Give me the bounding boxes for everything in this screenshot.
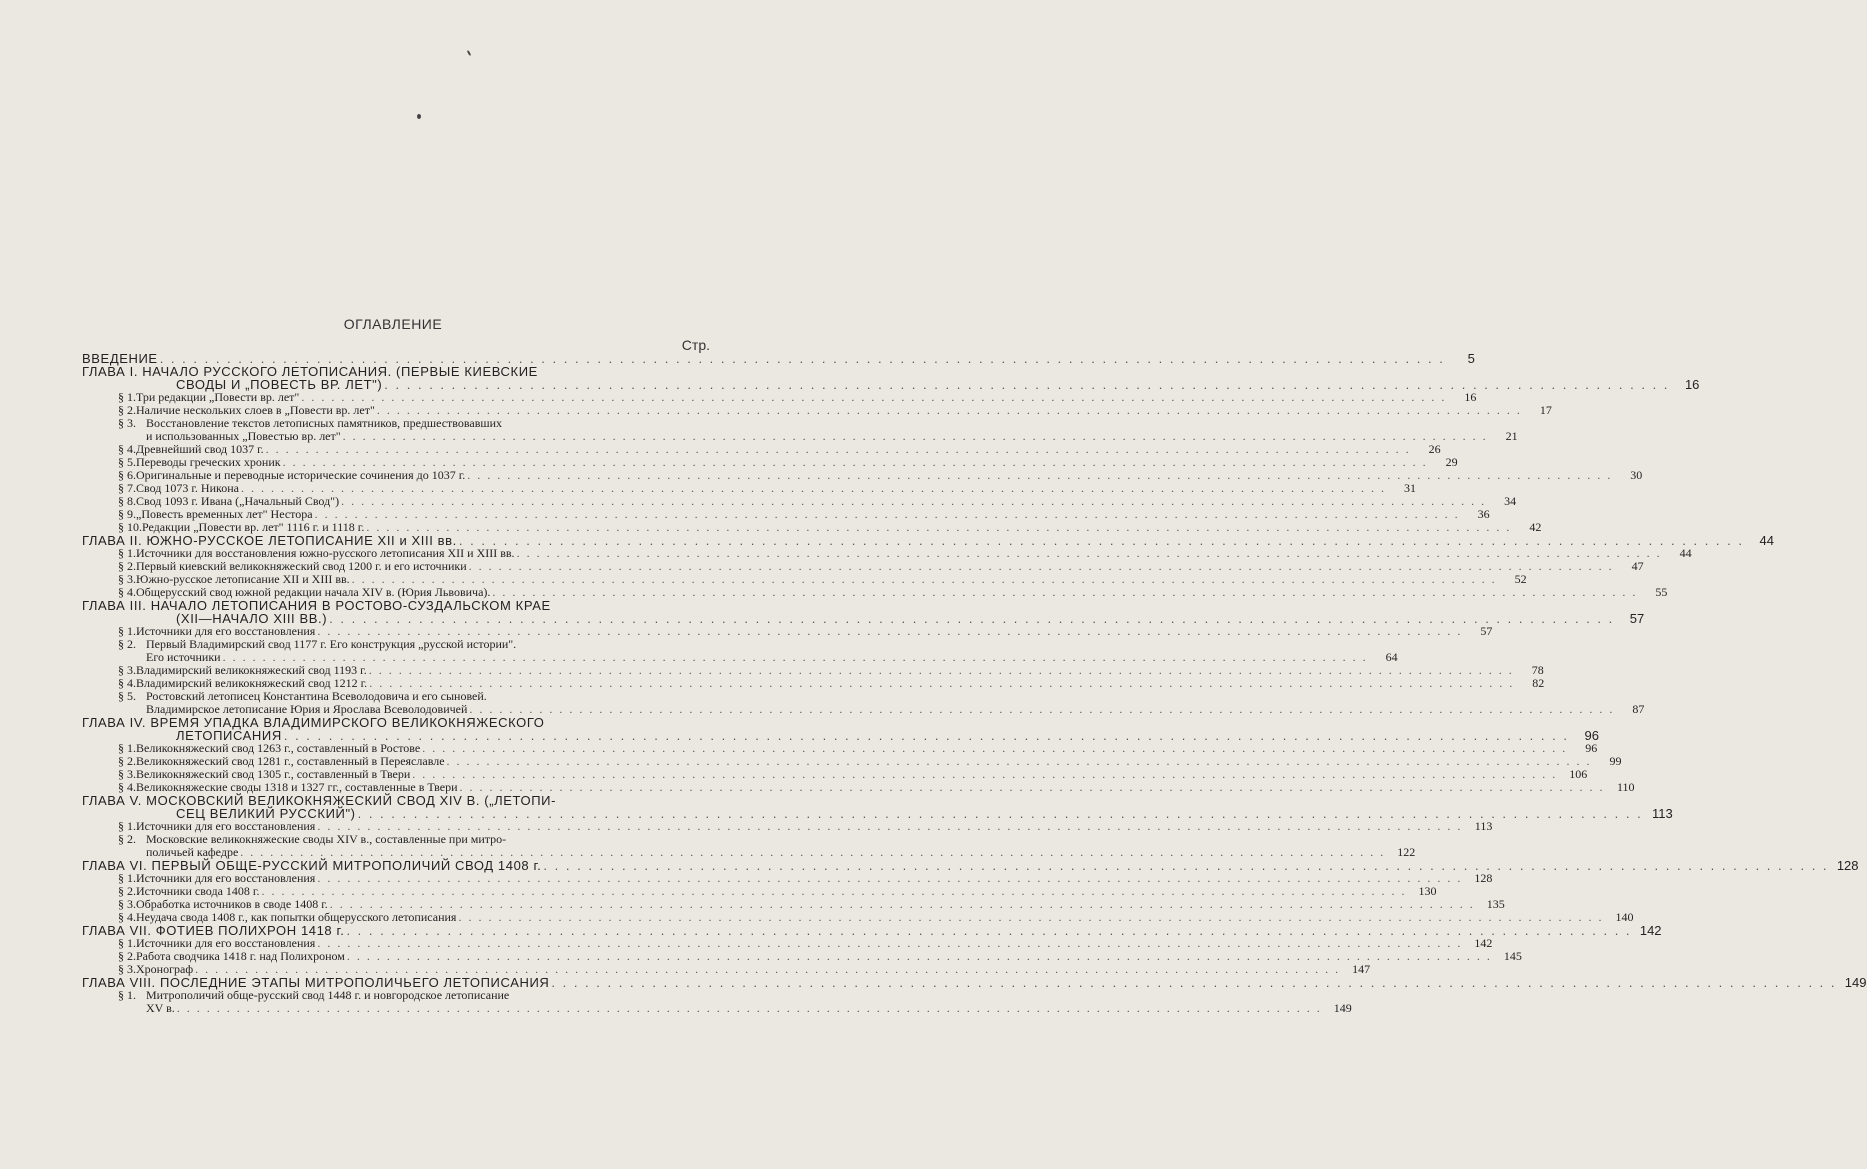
entry-title: Великокняжеские своды 1318 и 1327 гг., составленные в Твери [136,780,458,794]
entry-title: ГЛАВА V. МОСКОВСКИЙ ВЕЛИКОКНЯЖЕСКИЙ СВОД XIV В. („ЛЕТОПИ- [82,793,557,808]
page-number: 64 [1385,650,1398,664]
entry-title: (XII—НАЧАЛО XIII ВВ.) [176,611,328,626]
section-number: § 1. [118,741,136,755]
entry-title: Хронограф [136,962,194,976]
toc-title: ОГЛАВЛЕНИЕ [343,316,443,332]
entry-title: Общерусский свод южной редакции начала XIV в. (Юрия Львовича). [136,585,491,599]
section-number: § 6. [118,468,136,482]
entry-title: ГЛАВА VIII. ПОСЛЕДНИЕ ЭТАПЫ МИТРОПОЛИЧЬЕГО ЛЕТОПИСАНИЯ [82,975,550,990]
section-number: § 3. [118,767,136,781]
section-number: § 1. [118,936,136,950]
section-number: § 3. [118,962,136,976]
entry-title: ЛЕТОПИСАНИЯ [176,728,282,743]
section-number: § 5. [118,689,136,703]
page-number: 17 [1539,403,1552,417]
section-number: § 2. [118,832,136,846]
dot-leader [177,1002,1322,1015]
page-number: 128 [1474,871,1493,885]
entry-title: Источники для восстановления южно-русского летописания XII и XIII вв. [136,546,515,560]
entry-title: и использованных „Повестью вр. лет" [146,429,341,443]
page-number: 55 [1655,585,1668,599]
page-number: 135 [1486,897,1505,911]
section-number: § 1. [118,871,136,885]
entry-title: ГЛАВА III. НАЧАЛО ЛЕТОПИСАНИЯ В РОСТОВО-СУЗДАЛЬСКОМ КРАЕ [82,598,551,613]
entry-title: Владимирское летописание Юрия и Ярослава Всеволодовичей [146,702,468,716]
entry-title: Московские великокняжеские своды XIV в., составленные при митро- [146,832,507,846]
entry-title: Свод 1073 г. Никона [136,481,239,495]
page-number: 44 [1759,533,1774,548]
section-number: § 3. [118,572,136,586]
entry-title: Редакции „Повести вр. лет" 1116 г. и 1118 г. [142,520,365,534]
entry-title: Великокняжеский свод 1281 г., составленный в Переяславле [136,754,445,768]
section-number: § 3. [118,663,136,677]
section-number: § 4. [118,442,136,456]
entry-title: Восстановление текстов летописных памятников, предшествовавших [146,416,503,430]
section-number: § 3. [118,897,136,911]
page-number: 29 [1445,455,1458,469]
entry-title: СВОДЫ И „ПОВЕСТЬ ВР. ЛЕТ") [176,377,383,392]
section-number: § 1. [118,546,136,560]
entry-title: ГЛАВА IV. ВРЕМЯ УПАДКА ВЛАДИМИРСКОГО ВЕЛИКОКНЯЖЕСКОГО [82,715,545,730]
entry-title: Южно-русское летописание XII и XIII вв. [136,572,350,586]
entry-title: Работа сводчика 1418 г. над Полихроном [136,949,345,963]
section-number: § 4. [118,910,136,924]
entry-title: Неудача свода 1408 г., как попытки общерусского летописания [136,910,457,924]
section-number: § 10. [118,520,142,534]
entry-title: Владимирский великокняжеский свод 1212 г. [136,676,368,690]
section-number: § 2. [118,884,136,898]
page-number: 36 [1477,507,1490,521]
section-number: § 9. [118,507,136,521]
section-number: § 2. [118,559,136,573]
toc-section-continuation [146,1001,1352,1015]
entry-title: ВВЕДЕНИЕ [82,351,158,366]
page-number: 113 [1474,819,1493,833]
entry-title: Первый киевский великокняжеский свод 1200 г. и его источники [136,559,467,573]
entry-title: Переводы греческих хроник [136,455,281,469]
page-number: 96 [1585,741,1598,755]
print-speck [417,114,421,119]
page-number: 147 [1352,962,1371,976]
page-number: 57 [1629,611,1645,626]
section-number: § 1. [118,624,136,638]
page-number: 149 [1333,1001,1352,1015]
section-number: § 7. [118,481,136,495]
page-number: 106 [1569,767,1588,781]
page-number: 42 [1529,520,1542,534]
entry-title: Первый Владимирский свод 1177 г. Его конструкция „русской истории". [146,637,517,651]
entry-title: СЕЦ ВЕЛИКИЙ РУССКИЙ") [176,806,356,821]
entry-title: Источники для его восстановления [136,871,316,885]
entry-title: Источники свода 1408 г. [136,884,260,898]
section-number: § 2. [118,637,136,651]
section-number: § 4. [118,780,136,794]
section-number: § 1. [118,390,136,404]
entry-title: ГЛАВА I. НАЧАЛО РУССКОГО ЛЕТОПИСАНИЯ. (ПЕРВЫЕ КИЕВСКИЕ [82,364,538,379]
dot-leader [492,586,1637,599]
page-number: 113 [1651,806,1673,821]
page-number: 16 [1684,377,1700,392]
entry-title: Великокняжеский свод 1263 г., составленный в Ростове [136,741,421,755]
dot-leader [460,781,1605,794]
page-number: 142 [1474,936,1493,950]
page-number: 128 [1836,858,1859,873]
dot-leader [469,703,1614,716]
print-speck [467,50,472,56]
section-number: § 2. [118,949,136,963]
entry-title: Оригинальные и переводные исторические сочинения до 1037 г. [136,468,466,482]
section-number: § 2. [118,754,136,768]
entry-title: Источники для его восстановления [136,936,316,950]
entry-title: XV в. [146,1001,175,1015]
entry-title: Источники для его восстановления [136,819,316,833]
entry-title: Три редакции „Повести вр. лет" [136,390,300,404]
dot-leader [551,976,1836,989]
page-number: 52 [1514,572,1527,586]
entry-title: Его источники [146,650,221,664]
page-number: 34 [1504,494,1517,508]
page-number: 122 [1397,845,1416,859]
page-number: 130 [1418,884,1437,898]
page-number: 142 [1639,923,1662,938]
dot-leader [377,404,1522,417]
entry-title: Источники для его восстановления [136,624,316,638]
section-number: § 3. [118,416,136,430]
page-number: 96 [1584,728,1599,743]
entry-title: Ростовский летописец Константина Всеволодовича и его сыновей. [146,689,487,703]
page-number: 47 [1631,559,1644,573]
section-number: § 4. [118,676,136,690]
section-number: § 5. [118,455,136,469]
entry-title: Владимирский великокняжеский свод 1193 г. [136,663,367,677]
page-number: 99 [1609,754,1622,768]
entry-title: Великокняжеский свод 1305 г., составленный в Твери [136,767,411,781]
page-number: 30 [1630,468,1643,482]
entry-title: поличьей кафедре [146,845,239,859]
toc-entry-text [146,1002,175,1015]
page-number: 78 [1531,663,1544,677]
section-number: § 1. [118,819,136,833]
page-number: 57 [1480,624,1493,638]
page-number: 87 [1632,702,1645,716]
page-number: 16 [1464,390,1477,404]
entry-title: ГЛАВА VII. ФОТИЕВ ПОЛИХРОН 1418 г. [82,923,345,938]
page-number: 31 [1403,481,1416,495]
page-number: 21 [1505,429,1518,443]
page-number: 26 [1428,442,1441,456]
section-number: § 2. [118,403,136,417]
page-column-label: Стр. [681,337,710,353]
entry-title: „Повесть временных лет" Нестора [136,507,313,521]
page-number: 145 [1503,949,1522,963]
entry-title: Древнейший свод 1037 г. [136,442,264,456]
page-number: 110 [1616,780,1635,794]
entry-title: Обработка источников в своде 1408 г. [136,897,328,911]
entry-title: ГЛАВА VI. ПЕРВЫЙ ОБЩЕ-РУССКИЙ МИТРОПОЛИЧИЙ СВОД 1408 г. [82,858,542,873]
entry-title: Свод 1093 г. Ивана („Начальный Свод") [136,494,340,508]
entry-title: Митрополичий обще-русский свод 1448 г. и новгородское летописание [146,988,510,1002]
page-number: 82 [1532,676,1545,690]
section-number: § 4. [118,585,136,599]
entry-title: Наличие нескольких слоев в „Повести вр. лет" [136,403,375,417]
section-number: § 1. [118,988,136,1002]
dot-leader [369,677,1514,690]
page-number: 44 [1679,546,1692,560]
entry-title: ГЛАВА II. ЮЖНО-РУССКОЕ ЛЕТОПИСАНИЕ XII и XIII вв. [82,533,457,548]
page-number: 5 [1467,351,1475,366]
page-number: 140 [1615,910,1634,924]
section-number: § 8. [118,494,136,508]
page-number: 149 [1844,975,1867,990]
